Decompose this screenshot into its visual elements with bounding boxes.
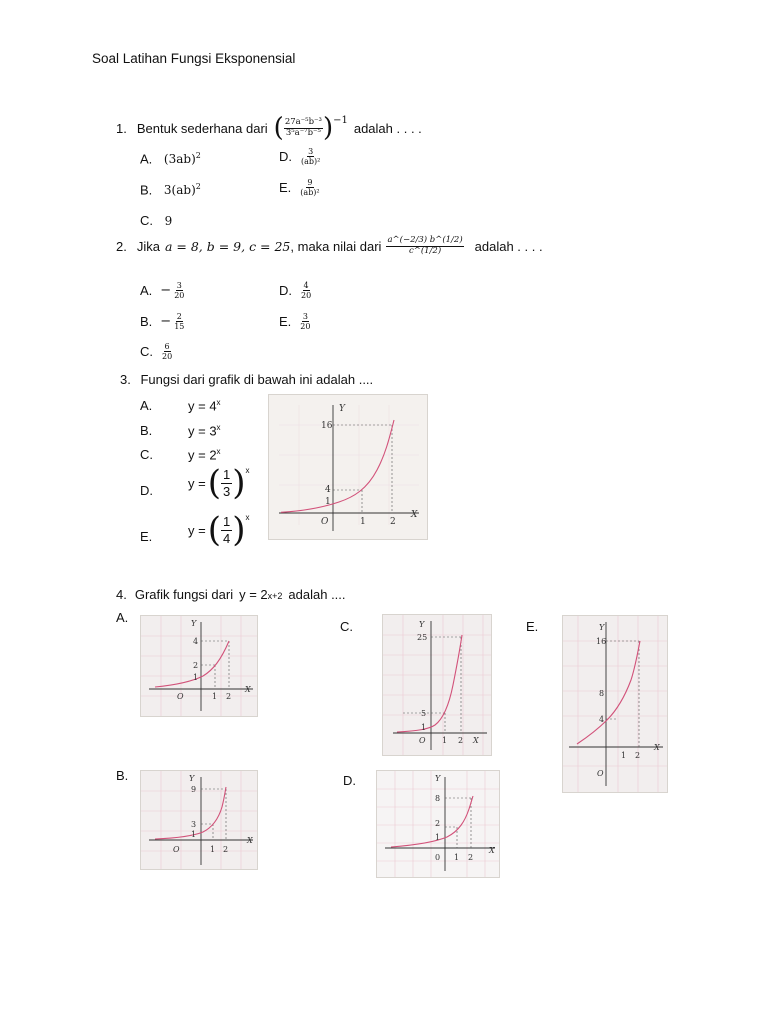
- origin-label: O: [419, 736, 426, 745]
- graph-c: [383, 615, 491, 755]
- option-a[interactable]: [140, 398, 221, 414]
- y-tick-label: 1: [191, 830, 197, 839]
- option-exponent: 2: [195, 151, 201, 160]
- x-axis-label: X: [654, 743, 660, 752]
- grid: [563, 616, 667, 792]
- option-label: A.: [140, 398, 153, 413]
- fraction-numerator: 3: [302, 312, 308, 321]
- question-suffix: adalah ....: [288, 587, 346, 602]
- y-axis-label: Y: [419, 620, 425, 629]
- grid: [383, 615, 491, 755]
- expression: ( $\frac{\text{27a⁻⁵b⁻³}}{\text{3⁵a⁻⁷b⁻⁵}}$ ) $^{-1}$: [273, 113, 348, 143]
- question-number: 4.: [116, 587, 127, 602]
- option-a[interactable]: [140, 281, 185, 300]
- option-e-expression: y = ( $\frac{1}{4}$ ) $^x$: [188, 510, 250, 550]
- fraction-denominator: 20: [301, 291, 312, 301]
- x-axis-label: X: [245, 685, 251, 694]
- option-label: D.: [279, 283, 292, 299]
- option-c-label[interactable]: C.: [340, 619, 353, 634]
- fraction-numerator: 2: [176, 312, 182, 321]
- option-label: E.: [279, 180, 292, 196]
- grid: [141, 616, 257, 716]
- option-b[interactable]: [140, 423, 221, 439]
- y-axis-label: Y: [189, 774, 195, 783]
- fraction-denominator: (ab)²: [301, 157, 321, 167]
- x-axis-label: X: [247, 836, 253, 845]
- fraction-denominator: 3: [222, 483, 231, 499]
- grid: [141, 771, 257, 869]
- fraction-numerator: 1: [222, 513, 231, 529]
- option-function: y = 3: [188, 423, 217, 439]
- question-text: Fungsi dari grafik di bawah ini adalah ....: [140, 372, 374, 387]
- option-exponent: x: [216, 447, 221, 456]
- option-d[interactable]: [279, 147, 321, 166]
- option-function: y =: [188, 522, 206, 538]
- graph-e: [563, 616, 667, 792]
- question-text-mid: , maka nilai dari: [290, 238, 382, 254]
- y-tick-label: 4: [325, 485, 331, 495]
- question-number: 2.: [116, 238, 127, 254]
- x-tick-label: 1: [212, 692, 218, 701]
- fraction-denominator: 20: [300, 322, 311, 332]
- y-axis-label: Y: [339, 404, 345, 414]
- graph-c-photo: [382, 614, 492, 756]
- option-function: y = 4: [188, 398, 217, 414]
- question-4: [116, 587, 346, 602]
- origin-label: O: [177, 692, 184, 701]
- fraction-denominator: 20: [162, 352, 173, 362]
- option-a[interactable]: [140, 151, 201, 166]
- y-tick-label: 1: [421, 723, 427, 732]
- option-label: A.: [140, 283, 153, 299]
- option-value: 9: [164, 214, 173, 228]
- option-c[interactable]: [140, 342, 173, 361]
- option-e[interactable]: [279, 178, 321, 197]
- exponential-curve: [155, 641, 229, 687]
- y-tick-label: 3: [191, 820, 197, 829]
- option-exponent: x: [216, 398, 221, 407]
- option-label: C.: [140, 344, 153, 360]
- fraction-numerator: 1: [222, 466, 231, 482]
- option-label: B.: [140, 423, 153, 438]
- option-label: B.: [140, 182, 153, 198]
- option-function: y = 2: [188, 447, 217, 463]
- x-tick-label: 1: [621, 751, 627, 760]
- x-tick-label: 1: [360, 517, 366, 527]
- exponential-curve: [577, 641, 640, 744]
- option-d-label[interactable]: D.: [343, 773, 356, 788]
- x-tick-label: 2: [390, 517, 396, 527]
- exponential-curve: [281, 420, 394, 512]
- option-e[interactable]: [279, 312, 311, 331]
- fraction-denominator: 15: [174, 322, 185, 332]
- option-label: D.: [279, 149, 292, 165]
- origin-label: O: [597, 769, 604, 778]
- option-c[interactable]: [140, 447, 221, 463]
- given-values: a = 8, b = 9, c = 25: [164, 238, 291, 254]
- graph-a-photo: [140, 615, 258, 717]
- y-axis-label: Y: [191, 619, 197, 628]
- x-tick-label: 2: [468, 853, 474, 862]
- option-b-label[interactable]: B.: [116, 768, 129, 783]
- page-title: Soal Latihan Fungsi Eksponensial: [92, 51, 296, 66]
- question-number: 3.: [120, 372, 131, 387]
- option-function: y =: [188, 475, 206, 491]
- y-tick-label: 16: [596, 637, 607, 646]
- option-b[interactable]: [140, 312, 185, 331]
- question-suffix: adalah . . . .: [474, 238, 543, 254]
- x-tick-label: 2: [223, 845, 229, 854]
- y-tick-label: 25: [417, 633, 428, 642]
- expression-numerator: a^(−2/3) b^(1/2): [387, 235, 463, 245]
- origin-label: O: [173, 845, 180, 854]
- option-value: 3(ab): [163, 183, 196, 198]
- fraction-sign: −: [160, 314, 172, 330]
- question-3: [120, 372, 373, 387]
- x-tick-label: 2: [635, 751, 641, 760]
- option-exponent: x: [245, 466, 250, 475]
- grid: [279, 405, 419, 525]
- option-label: A.: [140, 151, 153, 167]
- graph-d: [377, 771, 499, 877]
- y-tick-label: 1: [435, 833, 441, 842]
- y-tick-label: 5: [421, 709, 427, 718]
- y-tick-label: 8: [599, 689, 605, 698]
- option-label: B.: [140, 314, 153, 330]
- x-axis-label: X: [411, 510, 418, 520]
- graph-b-photo: [140, 770, 258, 870]
- q3-graph: [269, 395, 427, 539]
- option-exponent: 2: [195, 182, 201, 191]
- fraction-denominator: (ab)²: [300, 188, 320, 198]
- option-value: (3ab): [163, 152, 196, 167]
- option-a-label[interactable]: A.: [116, 610, 129, 625]
- fraction-numerator: 4: [303, 281, 309, 290]
- x-tick-label: 1: [210, 845, 216, 854]
- option-e-label[interactable]: E.: [526, 619, 539, 634]
- y-tick-label: 2: [193, 661, 199, 670]
- graph-a: [141, 616, 257, 716]
- fraction-numerator: 6: [164, 342, 170, 351]
- question-suffix: adalah . . . .: [353, 120, 422, 136]
- exponential-curve: [391, 796, 473, 847]
- exponential-curve: [397, 635, 462, 732]
- x-tick-label: 2: [458, 736, 464, 745]
- question-function: y = 2: [239, 587, 268, 602]
- expression-denominator: 3⁵a⁻⁷b⁻⁵: [285, 127, 321, 138]
- graph-e-photo: [562, 615, 668, 793]
- fraction-numerator: 3: [308, 147, 314, 156]
- x-tick-label: 2: [226, 692, 232, 701]
- graph-b: [141, 771, 257, 869]
- option-label: C.: [140, 447, 153, 462]
- y-axis-label: Y: [599, 623, 605, 632]
- option-label: E.: [140, 529, 153, 544]
- question-text: Bentuk sederhana dari: [136, 120, 268, 136]
- y-tick-label: 9: [191, 785, 197, 794]
- question-exponent: x+2: [267, 591, 283, 601]
- y-tick-label: 4: [599, 715, 605, 724]
- fraction-numerator: 9: [307, 178, 313, 187]
- option-exponent: x: [245, 513, 250, 522]
- y-tick-label: 1: [193, 673, 199, 682]
- option-label: E.: [279, 314, 292, 330]
- origin-label: 0: [435, 853, 441, 862]
- expression-exponent: −1: [333, 114, 348, 126]
- q3-graph-photo: [268, 394, 428, 540]
- option-e[interactable]: [140, 529, 152, 544]
- option-exponent: x: [216, 423, 221, 432]
- option-d[interactable]: [140, 483, 153, 498]
- origin-label: O: [321, 517, 329, 527]
- question-number: 1.: [116, 120, 127, 136]
- option-b[interactable]: [140, 182, 201, 197]
- y-tick-label: 1: [325, 497, 331, 507]
- option-label: D.: [140, 483, 153, 498]
- question-text: Jika: [136, 238, 160, 254]
- y-tick-label: 4: [193, 637, 199, 646]
- option-label: C.: [140, 213, 153, 228]
- y-axis-label: Y: [435, 774, 441, 783]
- expression-denominator: c^(1/2): [408, 245, 442, 256]
- x-axis-label: X: [473, 736, 479, 745]
- x-tick-label: 1: [442, 736, 448, 745]
- x-axis-label: X: [489, 846, 495, 855]
- graph-d-photo: [376, 770, 500, 878]
- fraction-sign: −: [160, 283, 172, 299]
- y-tick-label: 2: [435, 819, 441, 828]
- expression-numerator: 27a⁻⁵b⁻³: [284, 116, 322, 127]
- y-tick-label: 16: [321, 421, 333, 431]
- y-tick-label: 8: [435, 794, 441, 803]
- option-c[interactable]: [140, 213, 172, 228]
- fraction-denominator: 4: [222, 530, 231, 546]
- question-2: [116, 236, 543, 257]
- fraction-denominator: 20: [174, 291, 185, 301]
- question-text: Grafik fungsi dari: [134, 587, 234, 602]
- x-tick-label: 1: [454, 853, 460, 862]
- fraction-numerator: 3: [176, 281, 182, 290]
- option-d[interactable]: [279, 281, 312, 300]
- option-d-expression: y = ( $\frac{1}{3}$ ) $^x$: [188, 463, 250, 503]
- question-1: [116, 113, 422, 143]
